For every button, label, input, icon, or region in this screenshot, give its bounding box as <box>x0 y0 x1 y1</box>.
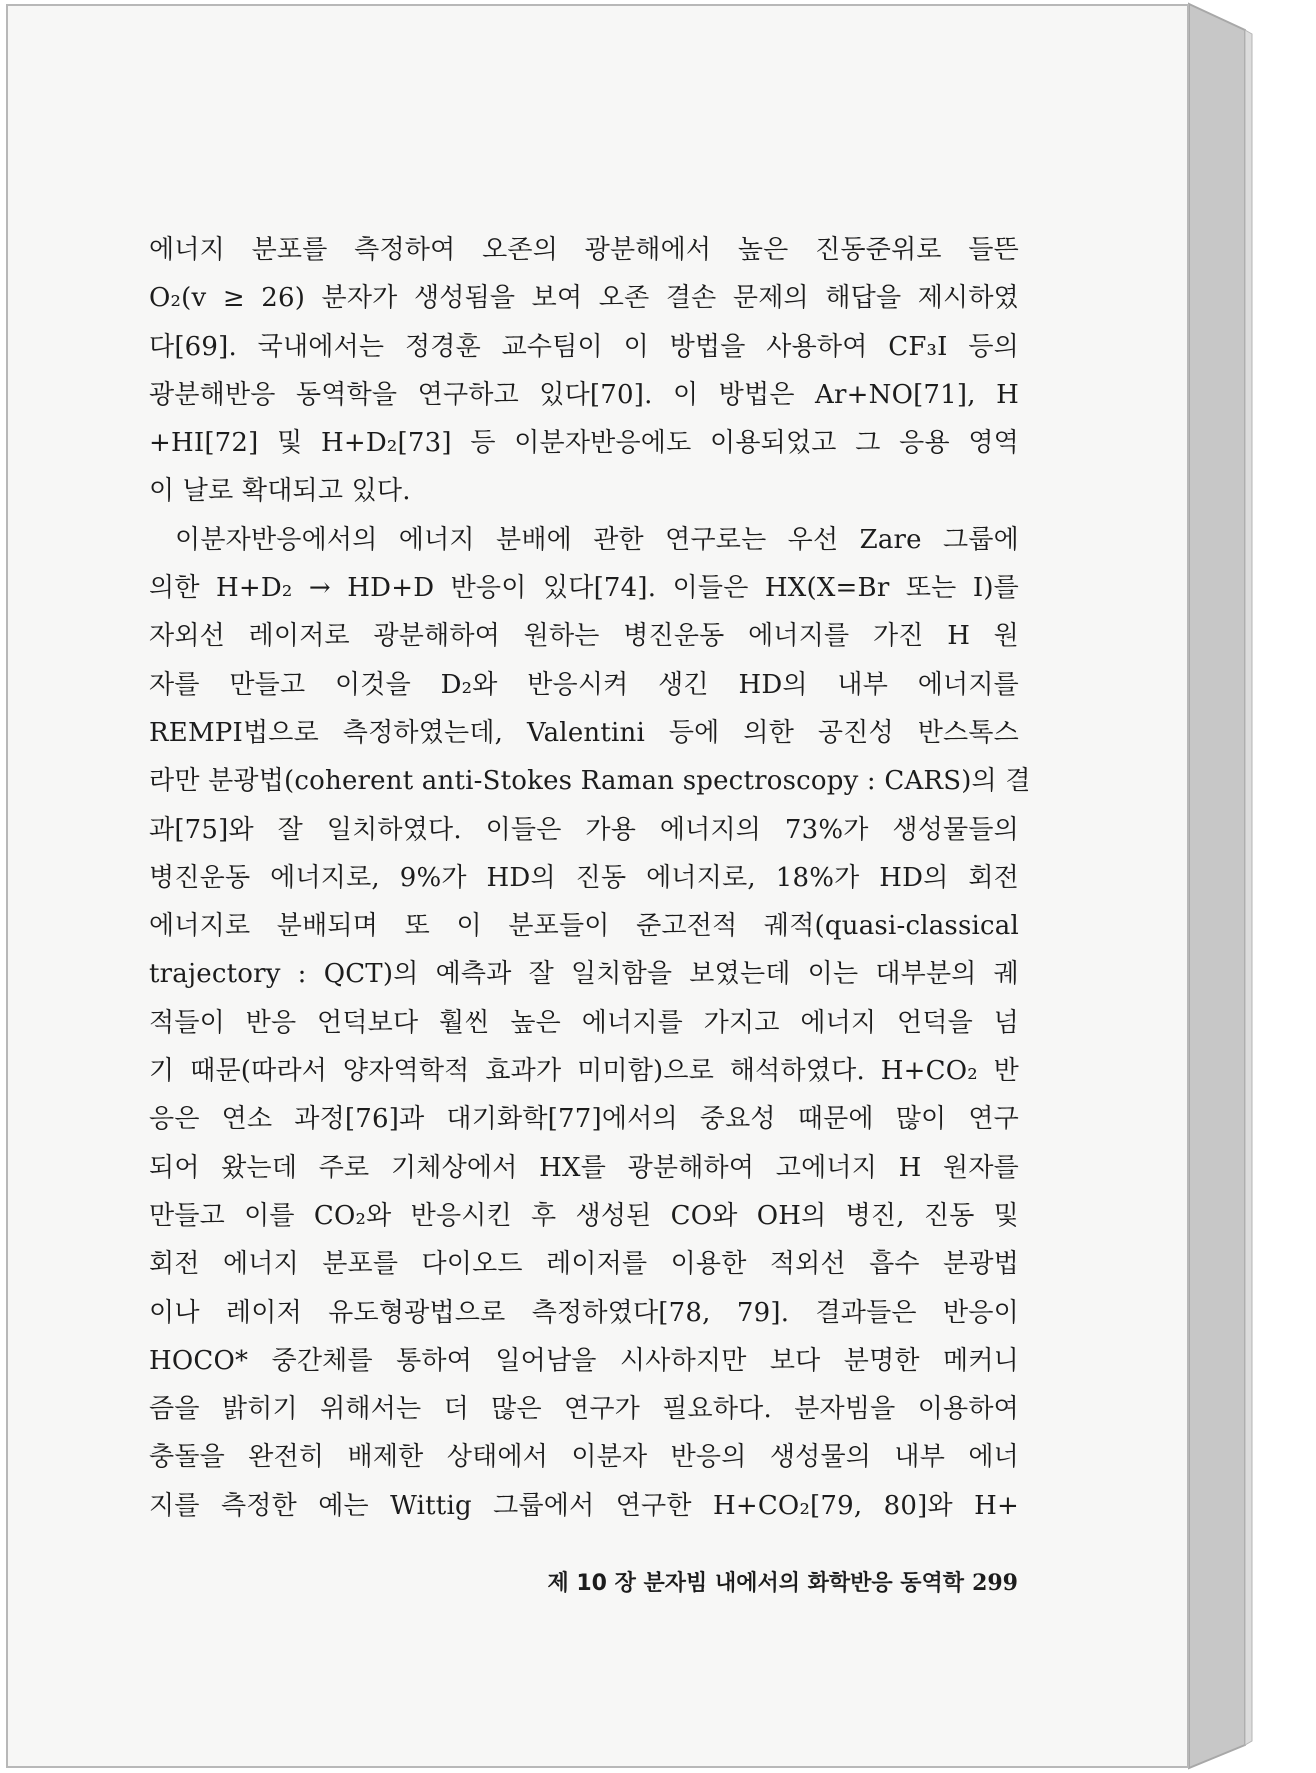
text-line: 다[69]. 국내에서는 정경훈 교수팀이 이 방법을 사용하여 CF₃I 등의 <box>149 331 1019 362</box>
text-line: 적들이 반응 언덕보다 훨씬 높은 에너지를 가지고 에너지 언덕을 넘 <box>149 1007 1019 1038</box>
page-number: 299 <box>972 1570 1018 1596</box>
text-line: 이나 레이저 유도형광법으로 측정하였다[78, 79]. 결과들은 반응이 <box>149 1297 1019 1328</box>
text-line: 병진운동 에너지로, 9%가 HD의 진동 에너지로, 18%가 HD의 회전 <box>149 862 1019 893</box>
text-line: 자를 만들고 이것을 D₂와 반응시켜 생긴 HD의 내부 에너지를 <box>149 669 1019 700</box>
text-line: 라만 분광법(coherent anti-Stokes Raman spectroscopy : CARS)의 결 <box>149 766 1031 797</box>
text-line-paragraph-start: 이분자반응에서의 에너지 분배에 관한 연구로는 우선 Zare 그룹에 <box>175 524 1019 555</box>
text-line: HOCO* 중간체를 통하여 일어남을 시사하지만 보다 분명한 메커니 <box>149 1345 1019 1376</box>
text-line: 이 날로 확대되고 있다. <box>149 476 411 507</box>
text-line: 되어 왔는데 주로 기체상에서 HX를 광분해하여 고에너지 H 원자를 <box>149 1152 1019 1183</box>
text-line: 회전 에너지 분포를 다이오드 레이저를 이용한 적외선 흡수 분광법 <box>149 1249 1019 1280</box>
text-line: 충돌을 완전히 배제한 상태에서 이분자 반응의 생성물의 내부 에너 <box>149 1442 1019 1473</box>
text-line: REMPI법으로 측정하였는데, Valentini 등에 의한 공진성 반스톡스 <box>149 717 1019 748</box>
text-line: 응은 연소 과정[76]과 대기화학[77]에서의 중요성 때문에 많이 연구 <box>149 1104 1019 1135</box>
text-line: 에너지로 분배되며 또 이 분포들이 준고전적 궤적(quasi-classical <box>149 911 1019 942</box>
text-line: trajectory : QCT)의 예측과 잘 일치함을 보였는데 이는 대부분의 궤 <box>149 959 1019 990</box>
page-side-face <box>1189 4 1245 1768</box>
text-line: 광분해반응 동역학을 연구하고 있다[70]. 이 방법은 Ar+NO[71], H <box>149 379 1019 410</box>
page-side-rim <box>1245 30 1252 1745</box>
running-footer-title: 제 10 장 분자빔 내에서의 화학반응 동역학 <box>547 1571 965 1596</box>
text-line: 에너지 분포를 측정하여 오존의 광분해에서 높은 진동준위로 들뜬 <box>149 235 1019 265</box>
text-line: O₂(v ≥ 26) 분자가 생성됨을 보여 오존 결손 문제의 해답을 제시하였 <box>149 283 1019 314</box>
body-text <box>149 226 1031 1530</box>
text-line: 의한 H+D₂ → HD+D 반응이 있다[74]. 이들은 HX(X=Br 또는 I)를 <box>149 573 1019 604</box>
text-line: +HI[72] 및 H+D₂[73] 등 이분자반응에도 이용되었고 그 응용 영역 <box>149 428 1019 459</box>
text-line: 지를 측정한 예는 Wittig 그룹에서 연구한 H+CO₂[79, 80]와 H+ <box>149 1490 1019 1521</box>
text-line: 기 때문(따라서 양자역학적 효과가 미미함)으로 해석하였다. H+CO₂ 반 <box>149 1056 1019 1087</box>
text-line: 과[75]와 잘 일치하였다. 이들은 가용 에너지의 73%가 생성물들의 <box>149 814 1019 845</box>
page-footer <box>478 1566 1018 1597</box>
book-page <box>6 4 1189 1768</box>
text-line: 즘을 밝히기 위해서는 더 많은 연구가 필요하다. 분자빔을 이용하여 <box>149 1394 1019 1425</box>
text-line: 자외선 레이저로 광분해하여 원하는 병진운동 에너지를 가진 H 원 <box>149 621 1019 652</box>
text-line: 만들고 이를 CO₂와 반응시킨 후 생성된 CO와 OH의 병진, 진동 및 <box>149 1200 1019 1231</box>
